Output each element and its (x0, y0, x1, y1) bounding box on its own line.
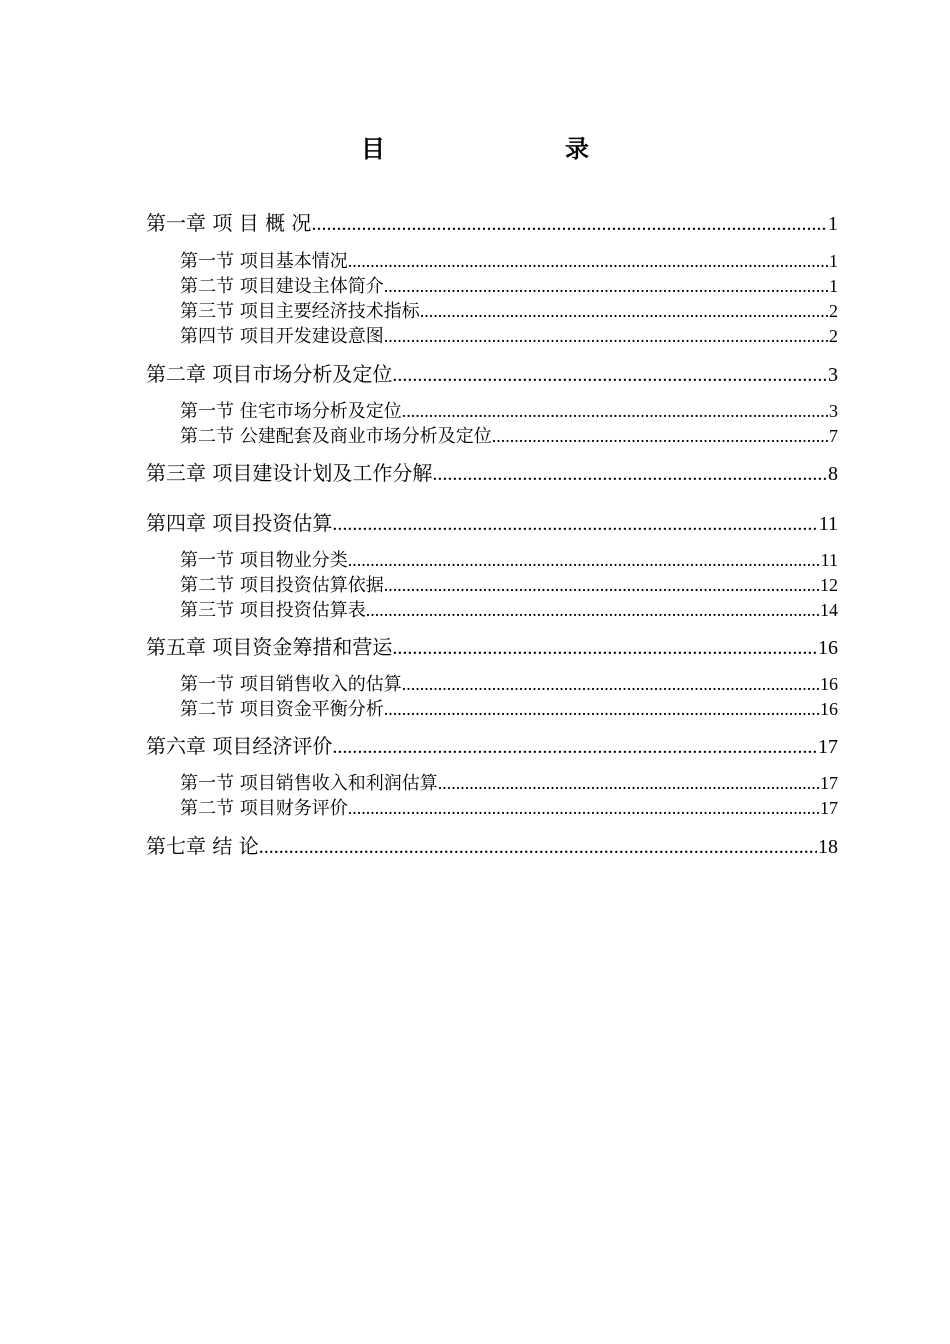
dot-leader (311, 211, 827, 237)
toc-entry-label: 第一节 项目销售收入的估算 (180, 674, 402, 695)
toc-page-number: 16 (820, 674, 838, 694)
toc-entry-label: 第二节 项目财务评价 (180, 798, 348, 819)
toc-page-number: 18 (818, 836, 838, 858)
toc-page-number: 11 (820, 550, 838, 570)
toc-section-6-1[interactable] (180, 770, 838, 797)
toc-page-number: 3 (829, 401, 838, 421)
toc-entry-label: 第一节 项目基本情况 (180, 251, 348, 272)
toc-title: 目 录 (361, 134, 633, 163)
toc-entry-label: 第一章 项 目 概 况 (146, 211, 312, 235)
toc-page-number: 14 (820, 600, 838, 620)
dot-leader (348, 547, 820, 573)
dot-leader (384, 323, 828, 349)
toc-entry-label: 第三章 项目建设计划及工作分解 (146, 461, 433, 485)
dot-leader (492, 423, 828, 449)
toc-section-6-2[interactable] (180, 795, 838, 822)
toc-entry-label: 第四节 项目开发建设意图 (180, 326, 384, 347)
toc-page-number: 11 (818, 513, 838, 535)
toc-section-1-2[interactable] (180, 273, 838, 300)
dot-leader (348, 795, 819, 821)
toc-entry-label: 第二节 项目资金平衡分析 (180, 699, 384, 720)
toc-entry-label: 第一节 项目销售收入和利润估算 (180, 773, 438, 794)
toc-page-number: 7 (829, 426, 838, 446)
toc-entry-label: 第三节 项目投资估算表 (180, 600, 366, 621)
toc-section-4-1[interactable] (180, 547, 838, 574)
dot-leader (384, 696, 819, 722)
toc-entry-label: 第七章 结 论 (146, 834, 259, 858)
toc-entry-label: 第二节 项目建设主体简介 (180, 276, 384, 297)
toc-entry-label: 第一节 住宅市场分析及定位 (180, 401, 402, 422)
toc-section-5-1[interactable] (180, 671, 838, 698)
toc-chapter-3[interactable] (146, 460, 838, 487)
toc-page-number: 17 (818, 736, 838, 758)
dot-leader (420, 298, 828, 324)
dot-leader (438, 770, 819, 796)
toc-entry-label: 第五章 项目资金筹措和营运 (146, 635, 393, 659)
toc-chapter-6[interactable] (146, 733, 838, 760)
toc-page-number: 17 (820, 773, 838, 793)
toc-page-number: 3 (828, 364, 838, 386)
dot-leader (432, 461, 827, 487)
toc-page-number: 1 (829, 251, 838, 271)
dot-leader (332, 734, 817, 760)
toc-section-4-2[interactable] (180, 572, 838, 599)
toc-page-number: 1 (829, 276, 838, 296)
toc-chapter-1[interactable] (146, 210, 838, 237)
toc-entry-label: 第一节 项目物业分类 (180, 550, 348, 571)
toc-entry-label: 第二章 项目市场分析及定位 (146, 362, 393, 386)
toc-page-number: 8 (828, 463, 838, 485)
toc-entry-label: 第二节 公建配套及商业市场分析及定位 (180, 426, 492, 447)
toc-section-4-3[interactable] (180, 597, 838, 624)
toc-chapter-7[interactable] (146, 833, 838, 860)
dot-leader (259, 834, 817, 860)
toc-entry-label: 第四章 项目投资估算 (146, 511, 333, 535)
dot-leader (348, 248, 828, 274)
toc-page-number: 12 (820, 575, 838, 595)
toc-section-2-1[interactable] (180, 398, 838, 425)
toc-section-1-1[interactable] (180, 248, 838, 275)
toc-chapter-4[interactable] (146, 510, 838, 537)
dot-leader (392, 362, 827, 388)
dot-leader (402, 398, 828, 424)
toc-section-1-3[interactable] (180, 298, 838, 325)
toc-chapter-2[interactable] (146, 361, 838, 388)
toc-page-number: 2 (829, 301, 838, 321)
dot-leader (384, 572, 819, 598)
toc-page-number: 16 (820, 699, 838, 719)
toc-page-number: 2 (829, 326, 838, 346)
dot-leader (332, 511, 817, 537)
toc-section-5-2[interactable] (180, 696, 838, 723)
dot-leader (366, 597, 819, 623)
toc-entry-label: 第二节 项目投资估算依据 (180, 575, 384, 596)
dot-leader (392, 635, 817, 661)
toc-section-2-2[interactable] (180, 423, 838, 450)
toc-page-number: 17 (820, 798, 838, 818)
toc-chapter-5[interactable] (146, 634, 838, 661)
toc-page-number: 16 (818, 637, 838, 659)
toc-entry-label: 第三节 项目主要经济技术指标 (180, 301, 420, 322)
dot-leader (402, 671, 819, 697)
toc-entry-label: 第六章 项目经济评价 (146, 734, 333, 758)
toc-page-number: 1 (828, 213, 838, 235)
toc-section-1-4[interactable] (180, 323, 838, 350)
dot-leader (384, 273, 828, 299)
table-of-contents (146, 0, 838, 1344)
